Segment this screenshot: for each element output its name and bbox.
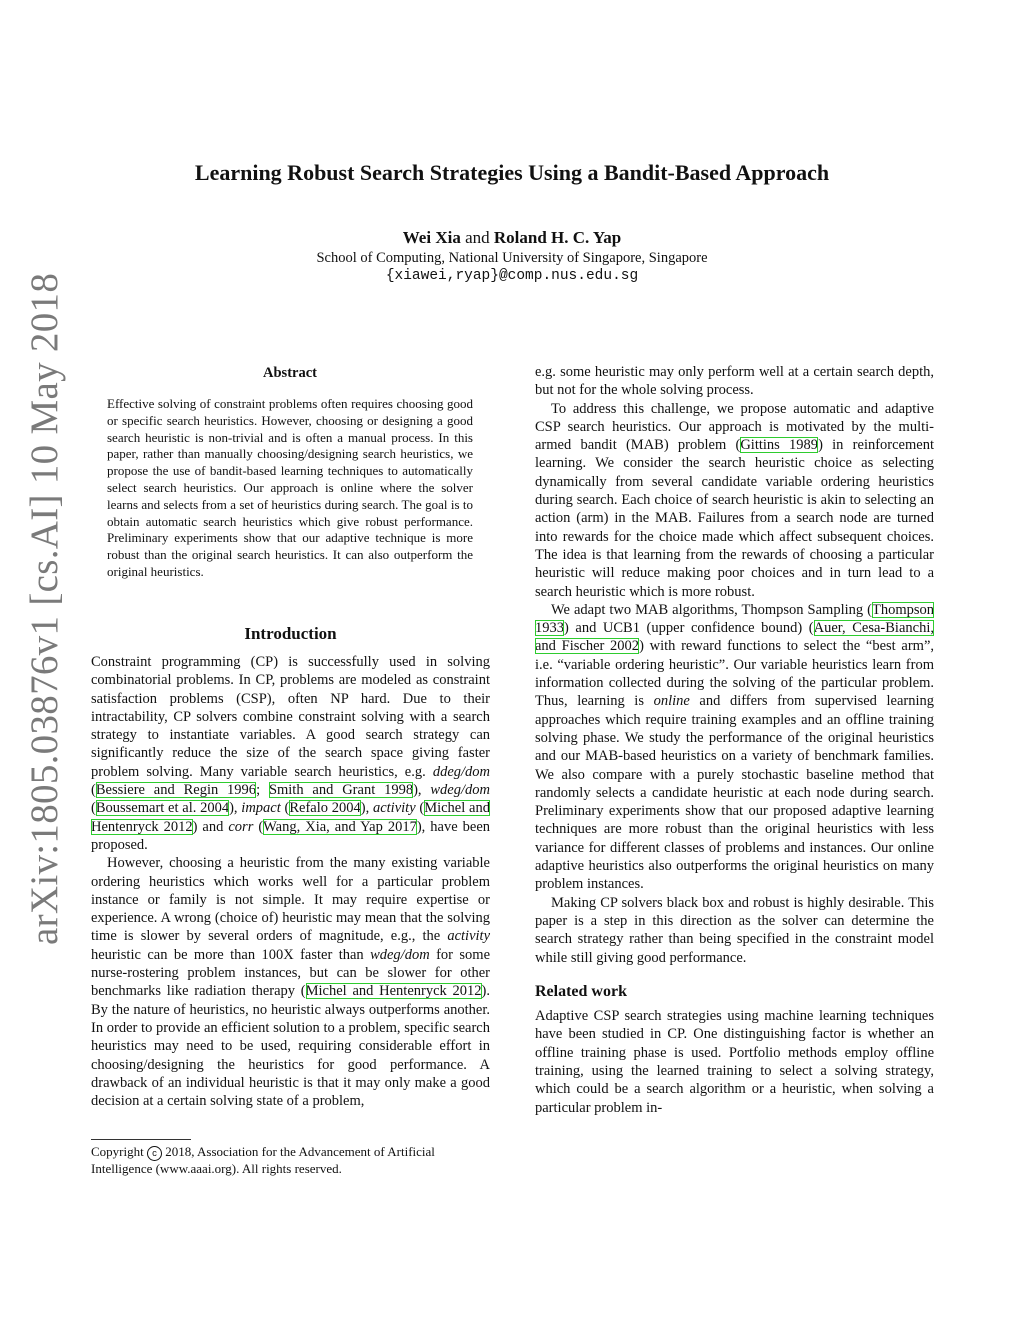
- left-column: [91, 653, 490, 1110]
- citation-link[interactable]: Bessiere and Regin 1996: [95, 782, 257, 799]
- related-work-heading: Related work: [535, 982, 627, 1000]
- paper-title: Learning Robust Search Strategies Using a Bandit-Based Approach: [194, 160, 830, 185]
- abstract-body: Effective solving of constraint problems often requires choosing good or specific search heuristics. However, choosing or designing a good search heuristic is non-trivial and is often a manual process. In this paper, rather than manually choosing/designing search heuristics, we propose the use of bandit-based learning techniques to automatically select search heuristics. Our approach is online where the solver learns and selects from a set of heuristics during search. The goal is to obtain automatic search heuristics which give robust performance. Preliminary experiments show that our adaptive technique is more robust than the original search heuristics. It can also outperform the original heuristics.: [107, 396, 473, 579]
- author-name: Wei Xia: [402, 228, 461, 247]
- citation-link[interactable]: Smith and Grant 1998: [268, 782, 414, 799]
- related-work-paragraph-1: Adaptive CSP search strategies using machine learning techniques have been studied in CP. One distinguishing factor is whether an offline training phase is used. Portfolio methods employ offline training, using the learned training to select a solving strategy, which could be a search algorithm or a heuristic, when solving a particular problem in-: [535, 1008, 934, 1116]
- citation-link[interactable]: Thompson 1933: [535, 601, 934, 637]
- intro-paragraph-3: e.g. some heuristic may only perform well at a certain search depth, but not for the whole solving process.: [535, 364, 934, 399]
- citation-link[interactable]: Michel and Hentenryck 2012: [305, 983, 482, 1000]
- footnote-rule: [91, 1139, 191, 1140]
- introduction-heading: Introduction: [244, 624, 337, 643]
- citation-link[interactable]: Gittins 1989: [740, 437, 819, 454]
- affiliation: School of Computing, National University of Singapore, Singapore: [316, 250, 708, 266]
- intro-paragraph-6: Making CP solvers black box and robust is highly desirable. This paper is a step in this direction as the solver can determine the search strategy rather than being specified in the constraint model while still giving good performance.: [535, 894, 934, 966]
- right-column: [535, 363, 934, 1117]
- citation-link[interactable]: Boussemart et al. 2004: [95, 800, 230, 817]
- arxiv-identifier-stamp: arXiv:1805.03876v1 [cs.AI] 10 May 2018: [23, 272, 66, 945]
- citation-link[interactable]: Refalo 2004: [289, 800, 361, 817]
- abstract-heading: Abstract: [263, 365, 317, 381]
- author-line: [0, 228, 1024, 248]
- intro-paragraph-5: We adapt two MAB algorithms, Thompson Sampling (Thompson 1933) and UCB1 (upper confidence bound) (Auer, Cesa-Bianchi, and Fischer 2002) with reward functions to select the “best arm”, i.e. “variable ordering heuristic”. Our variable heuristics learn from information collected during the solving of the particular problem. Thus, learning is online and differs from supervised learning approaches which require training examples and an offline training solving phase. We study the performance of the original heuristics and our MAB-based heuristics on a variety of benchmark families. We also compare with a purely stochastic baseline method that randomly selects a candidate heuristic at each node during search. Preliminary experiments show that our proposed adaptive learning techniques are more robust than the original heuristics with less variance for different classes of problems and instances. Our online adaptive heuristics also outperforms the original heuristics on many problem instances.: [535, 601, 935, 893]
- author-name: Roland H. C. Yap: [493, 228, 622, 247]
- copyright-icon: c: [147, 1146, 162, 1161]
- author-conjunction: and: [465, 228, 490, 247]
- intro-paragraph-4: To address this challenge, we propose automatic and adaptive CSP search heuristics. Our approach is motivated by the multi-armed bandit (MAB) problem (Gittins 1989) in reinforcement learning. We consider the search heuristic choice as selecting dynamically from several candidate variable ordering heuristics during search. Each choice of search heuristic is akin to selecting an action (arm) in the MAB. Failures from a search node are turned into rewards for the choice made which affect subsequent choices. The idea is that learning from the rewards of choosing a particular heuristic will reduce making poor choices and in turn lead to a search heuristic which is more robust.: [535, 400, 934, 600]
- citation-link[interactable]: Michel and Hentenryck 2012: [91, 800, 490, 835]
- author-email: {xiawei,ryap}@comp.nus.edu.sg: [385, 268, 639, 284]
- copyright-footnote: Copyright c 2018, Association for the Advancement of Artificial Intelligence (www.aaai.org). All rights reserved.: [91, 1144, 435, 1176]
- citation-link[interactable]: Auer, Cesa-Bianchi, and Fischer 2002: [535, 620, 934, 655]
- intro-paragraph-2: However, choosing a heuristic from the many existing variable ordering heuristics which works well for a particular problem instance or family is not simple. It may require expertise or experience. A wrong (choice of) heuristic may mean that the solving time is slower by several orders of magnitude, e.g., the activity heuristic can be more than 100X faster than wdeg/dom for some nurse-rostering problem instances, but can be slower for other benchmarks like radiation therapy (Michel and Hentenryck 2012). By the nature of heuristics, no heuristic always outperforms another. In order to provide an efficient solution to a problem, specific search heuristics may need to be used, requiring considerable effort in choosing/designing the heuristics for good performance. A drawback of an individual heuristic is that it may only make a good decision at a certain solving state of a problem,: [91, 855, 490, 1110]
- citation-link[interactable]: Wang, Xia, and Yap 2017: [263, 818, 417, 835]
- intro-paragraph-1: Constraint programming (CP) is successfully used in solving combinatorial problems. In CP, problems are modeled as constraint satisfaction problems (CSP), often NP hard. Due to their intractability, CP solvers combine constraint solving with a search strategy to instantiate variables. A good search strategy can significantly reduce the size of the search space giving faster problem solving. Many variable search heuristics, e.g. ddeg/dom (Bessiere and Regin 1996; Smith and Grant 1998), wdeg/dom (Boussemart et al. 2004), impact (Refalo 2004), activity (Michel and Hentenryck 2012) and corr (Wang, Xia, and Yap 2017), have been proposed.: [91, 654, 491, 853]
